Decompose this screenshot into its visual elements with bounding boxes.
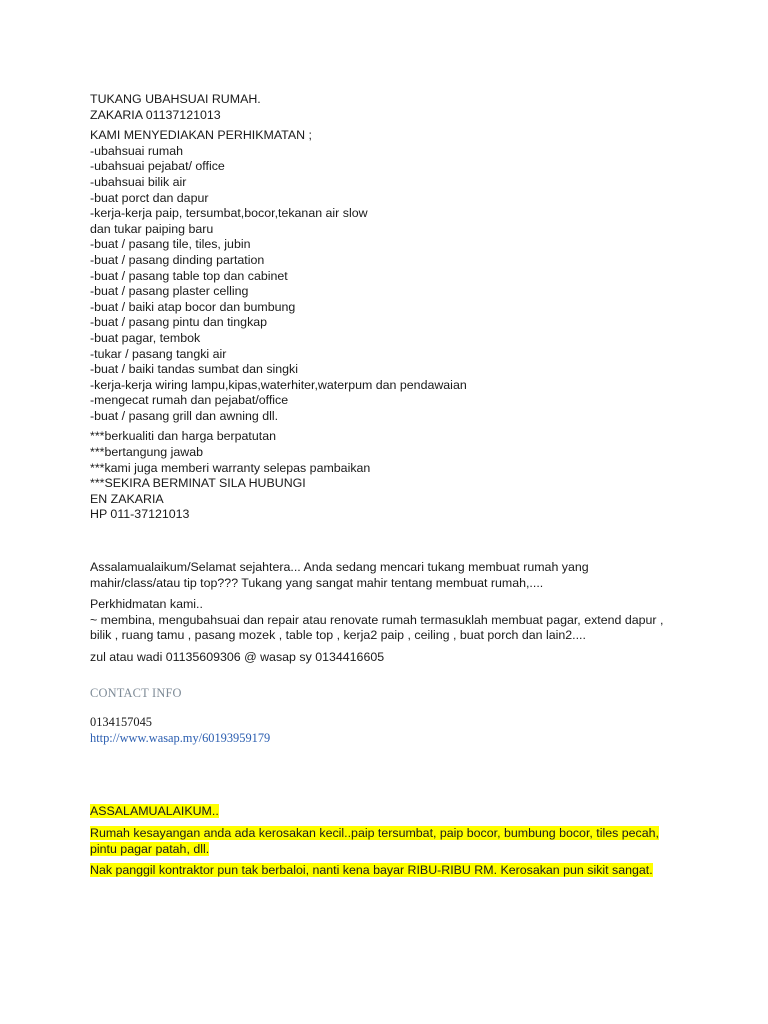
ad3-para2 [90,863,660,879]
service-item: -kerja-kerja paip, tersumbat,bocor,tekanan air slow [90,206,368,221]
ad-contact-name: ZAKARIA 01137121013 [90,107,221,122]
service-item: -buat / baiki tandas sumbat dan singki [90,362,299,377]
services-list [90,144,690,425]
service-item: -mengecat rumah dan pejabat/office [90,393,289,408]
ad-highlighted [90,804,690,878]
service-item: -kerja-kerja wiring lampu,kipas,waterhiter,waterpum dan pendawaian [90,377,467,392]
document-page [90,92,690,879]
ad3-greeting [90,804,690,820]
contact-link[interactable]: http://www.wasap.my/60193959179 [90,730,271,745]
contact-phone: 0134157045 [90,715,152,730]
service-item: -buat / pasang dinding partation [90,252,265,267]
service-item: -buat / pasang pintu dan tingkap [90,315,268,330]
ad3-para1-text: Rumah kesayangan anda ada kerosakan kecil..paip tersumbat, paip bocor, bumbung bocor, tiles pecah, pintu pagar patah, dll. [90,825,659,856]
services-heading: KAMI MENYEDIAKAN PERHIKMATAN ; [90,128,312,143]
note-item: HP 011-37121013 [90,507,190,522]
notes-list [90,429,690,523]
ad-zakaria [90,92,690,523]
ad3-greeting-text: ASSALAMUALAIKUM.. [90,804,219,819]
service-item: -buat / pasang tile, tiles, jubin [90,237,251,252]
note-item: EN ZAKARIA [90,491,164,506]
ad2-contact: zul atau wadi 01135609306 @ wasap sy 0134416605 [90,650,385,664]
service-item: -buat / baiki atap bocor dan bumbung [90,299,296,314]
ad2-services-text: ~ membina, mengubahsuai dan repair atau renovate rumah termasuklah membuat pagar, extend dapur , bilik , ruang tamu , pasang mozek , table top , kerja2 paip , ceiling , buat porch dan lain2.... [90,612,664,643]
contact-info-heading: CONTACT INFO [90,685,182,700]
service-item: -ubahsuai bilik air [90,174,187,189]
service-item: -buat porct dan dapur [90,190,209,205]
note-item: ***SEKIRA BERMINAT SILA HUBUNGI [90,476,306,491]
service-item: -ubahsuai rumah [90,143,183,158]
ad2-intro: Assalamualaikum/Selamat sejahtera... Anda sedang mencari tukang membuat rumah yang mahir/class/atau tip top??? Tukang yang sangat mahir tentang membuat rumah,.... [90,560,589,590]
service-item: -buat / pasang grill dan awning dll. [90,408,279,423]
contact-info-section [90,686,690,747]
ad3-para1 [90,826,660,857]
note-item: ***berkualiti dan harga berpatutan [90,429,276,444]
service-item: -ubahsuai pejabat/ office [90,159,225,174]
service-item: -buat pagar, tembok [90,330,201,345]
service-item: dan tukar paiping baru [90,221,214,236]
ad-zul-wadi [90,560,690,666]
note-item: ***bertangung jawab [90,445,203,460]
service-item: -tukar / pasang tangki air [90,346,227,361]
ad3-para2-text: Nak panggil kontraktor pun tak berbaloi, nanti kena bayar RIBU-RIBU RM. Kerosakan pun sikit sangat. [90,863,653,878]
service-item: -buat / pasang table top dan cabinet [90,268,288,283]
note-item: ***kami juga memberi warranty selepas pambaikan [90,460,371,475]
service-item: -buat / pasang plaster celling [90,284,249,299]
ad-title: TUKANG UBAHSUAI RUMAH. [90,92,261,106]
ad2-services-heading: Perkhidmatan kami.. [90,597,203,612]
